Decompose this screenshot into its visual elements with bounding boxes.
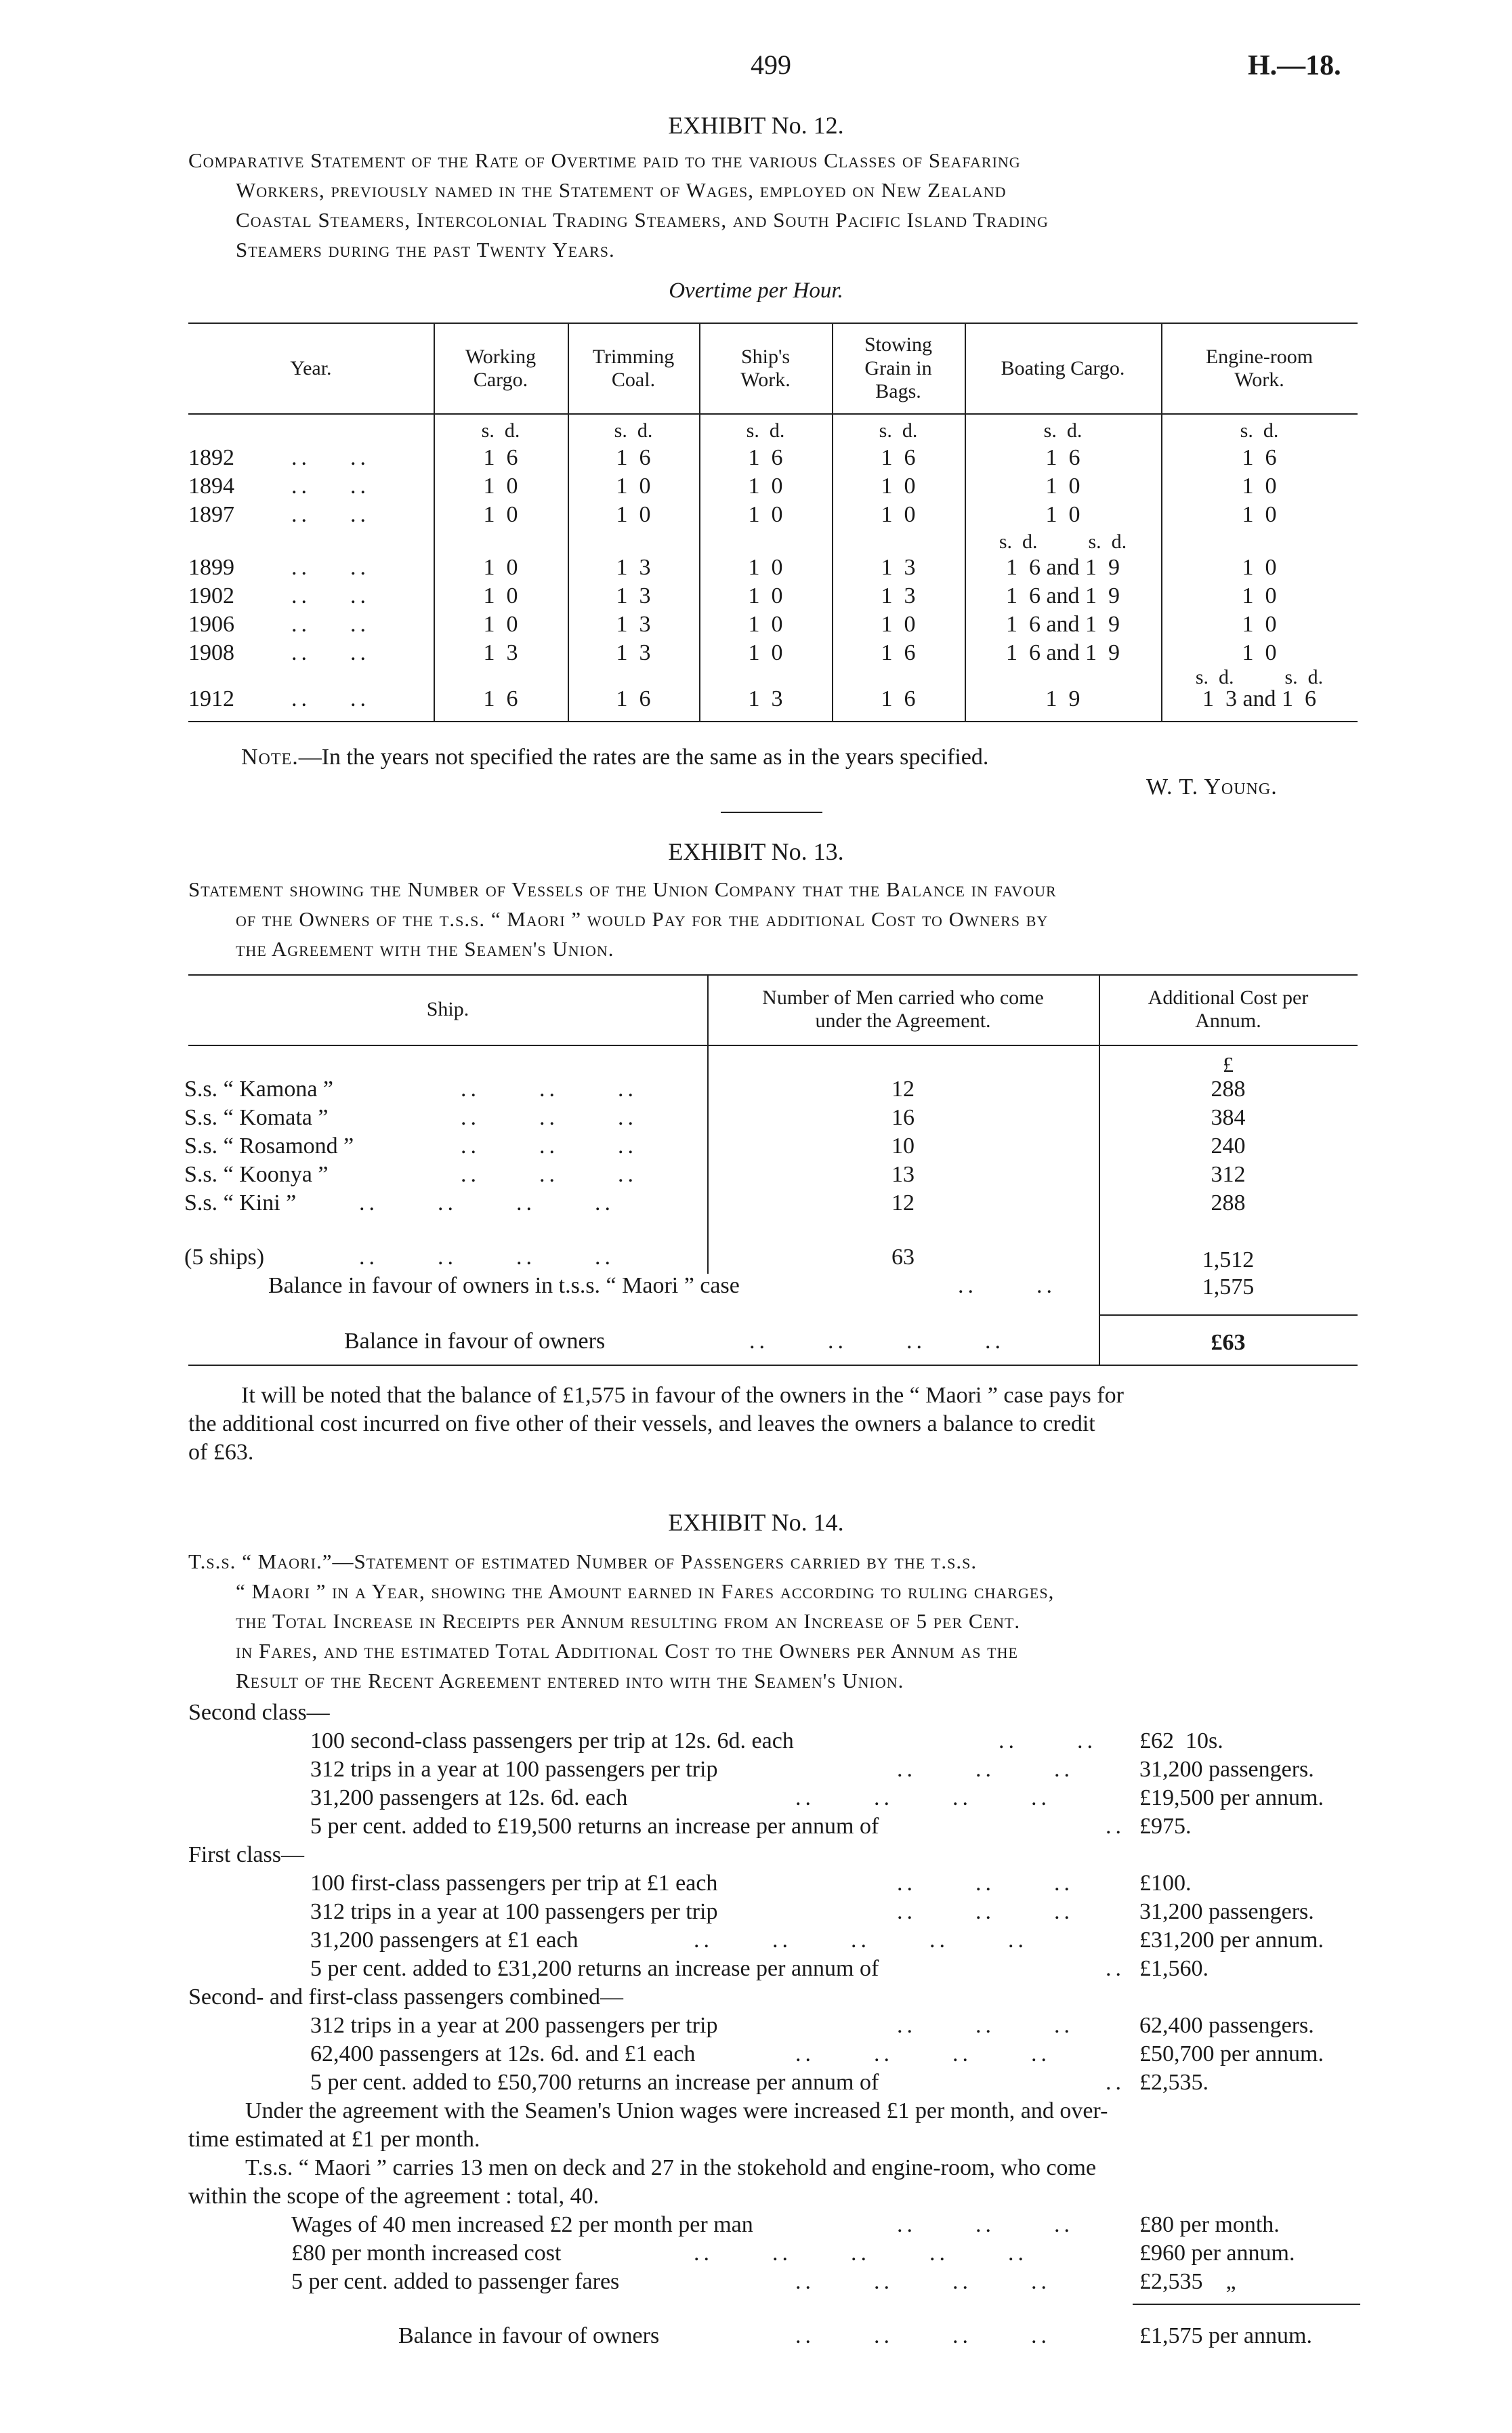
leader-dots: .. .. bbox=[291, 583, 370, 608]
calc-text: 312 trips in a year at 100 passengers per trip bbox=[310, 1757, 718, 1782]
leader-dots: .. bbox=[1106, 1956, 1125, 1981]
cell-engine-room-work: 1 0 bbox=[1242, 640, 1277, 665]
unit-label: s. d. bbox=[1043, 419, 1083, 442]
leader-dots: .. .. .. .. bbox=[749, 1329, 1005, 1354]
calc-value: £31,200 per annum. bbox=[1139, 1928, 1324, 1953]
cell-trimming-coal: 1 3 bbox=[616, 640, 651, 665]
leader-dots: .. .. .. bbox=[897, 1757, 1074, 1782]
cell-engine-room-work: 1 0 bbox=[1242, 474, 1277, 499]
exhibit-13-title: EXHIBIT No. 13. bbox=[668, 838, 844, 865]
leader-dots: .. .. .. .. bbox=[795, 1785, 1051, 1810]
leader-dots: .. .. .. .. bbox=[795, 2041, 1051, 2066]
cell-ships-work: 1 0 bbox=[748, 583, 783, 608]
leader-dots: .. .. .. bbox=[897, 2212, 1074, 2237]
exhibit-14-desc-line-2: “ Maori ” in a Year, showing the Amount earned in Fares according to ruling charges, bbox=[236, 1579, 1055, 1603]
calc-value: £100. bbox=[1139, 1871, 1192, 1896]
total-label: (5 ships) bbox=[184, 1245, 265, 1270]
men-count: 12 bbox=[891, 1190, 915, 1215]
cell-working-cargo: 1 0 bbox=[483, 474, 518, 499]
cell-stowing-grain: 1 6 bbox=[881, 640, 916, 665]
cell-stowing-grain: 1 6 bbox=[881, 445, 916, 470]
row-year: 1902 bbox=[188, 583, 234, 608]
exhibit-14-desc-line-3: the Total Increase in Receipts per Annum resulting from an Increase of 5 per Cent. bbox=[236, 1609, 1021, 1633]
cell-boating-cargo: 1 6 and 1 9 bbox=[1005, 583, 1120, 608]
cell-trimming-coal: 1 3 bbox=[616, 555, 651, 580]
cell-working-cargo: 1 6 bbox=[483, 686, 518, 711]
cell-working-cargo: 1 0 bbox=[483, 555, 518, 580]
cell-trimming-coal: 1 0 bbox=[616, 502, 651, 527]
leader-dots: .. .. bbox=[291, 502, 370, 527]
cell-ships-work: 1 0 bbox=[748, 612, 783, 637]
ship-name: S.s. “ Kini ” bbox=[184, 1190, 297, 1215]
annual-cost: 240 bbox=[1211, 1134, 1246, 1159]
signature: W. T. Young. bbox=[1146, 774, 1278, 799]
exhibit-12-desc-line-4: Steamers during the past Twenty Years. bbox=[236, 238, 615, 262]
row-year: 1899 bbox=[188, 555, 234, 580]
calc-text: 31,200 passengers at 12s. 6d. each bbox=[310, 1785, 628, 1810]
owners-balance-value: £63 bbox=[1211, 1330, 1246, 1355]
calc-text: 5 per cent. added to £50,700 returns an increase per annum of bbox=[310, 2070, 879, 2095]
cell-working-cargo: 1 3 bbox=[483, 640, 518, 665]
leader-dots: .. .. .. .. bbox=[795, 2323, 1051, 2348]
cell-ships-work: 1 6 bbox=[748, 445, 783, 470]
exhibit-13-note-line-2: the additional cost incurred on five other of their vessels, and leaves the owners a balance to credit bbox=[188, 1411, 1095, 1436]
cell-boating-cargo: 1 0 bbox=[1045, 474, 1080, 499]
cell-ships-work: 1 3 bbox=[748, 686, 783, 711]
calc-value: £975. bbox=[1139, 1814, 1192, 1839]
unit-label: s. d. bbox=[1240, 419, 1279, 442]
row-year: 1906 bbox=[188, 612, 234, 637]
leader-dots: .. .. .. bbox=[897, 1871, 1074, 1896]
cell-ships-work: 1 0 bbox=[748, 555, 783, 580]
cell-boating-cargo: 1 0 bbox=[1045, 502, 1080, 527]
cell-engine-room-work: 1 0 bbox=[1242, 612, 1277, 637]
leader-dots: .. .. .. bbox=[897, 1899, 1074, 1924]
cell-boating-cargo: 1 9 bbox=[1045, 686, 1080, 711]
cell-working-cargo: 1 0 bbox=[483, 583, 518, 608]
col-header-engine-room-work: Engine-room Work. bbox=[1205, 345, 1314, 391]
leader-dots: .. .. bbox=[291, 686, 370, 711]
exhibit-12-desc-line-2: Workers, previously named in the Statement of Wages, employed on New Zealand bbox=[236, 178, 1007, 202]
agreement-para-line-1: Under the agreement with the Seamen's Union wages were increased £1 per month, and over- bbox=[245, 2098, 1108, 2123]
leader-dots: .. .. .. .. .. bbox=[694, 1928, 1028, 1953]
maori-balance-label: Balance in favour of owners in t.s.s. “ Maori ” case bbox=[268, 1273, 740, 1298]
cell-ships-work: 1 0 bbox=[748, 640, 783, 665]
leader-dots: .. .. .. bbox=[461, 1077, 637, 1102]
col-header-year: Year. bbox=[290, 356, 332, 379]
calc-value: 31,200 passengers. bbox=[1139, 1757, 1314, 1782]
total-rule bbox=[1133, 2304, 1360, 2305]
currency-symbol: £ bbox=[1223, 1052, 1234, 1077]
col-header-men-carried: Number of Men carried who come under the Agreement. bbox=[762, 986, 1044, 1032]
cell-trimming-coal: 1 6 bbox=[616, 686, 651, 711]
cell-engine-room-work: 1 0 bbox=[1242, 502, 1277, 527]
cell-working-cargo: 1 6 bbox=[483, 445, 518, 470]
col-header-ships-work: Ship's Work. bbox=[740, 345, 791, 391]
leader-dots: .. .. bbox=[958, 1273, 1056, 1298]
col-header-additional-cost: Additional Cost per Annum. bbox=[1148, 986, 1309, 1032]
cell-stowing-grain: 1 0 bbox=[881, 502, 916, 527]
cell-ships-work: 1 0 bbox=[748, 502, 783, 527]
calc-text: 100 second-class passengers per trip at 12s. 6d. each bbox=[310, 1728, 794, 1753]
cell-trimming-coal: 1 0 bbox=[616, 474, 651, 499]
exhibit-13-note-line-3: of £63. bbox=[188, 1440, 254, 1465]
cell-boating-cargo: 1 6 and 1 9 bbox=[1005, 640, 1120, 665]
owners-balance-label: Balance in favour of owners bbox=[344, 1329, 606, 1354]
men-count: 13 bbox=[891, 1162, 915, 1187]
final-balance-value: £1,575 per annum. bbox=[1139, 2323, 1312, 2348]
total-cost: 1,512 bbox=[1202, 1247, 1255, 1272]
calc-text: 5 per cent. added to passenger fares bbox=[291, 2269, 620, 2294]
unit-label: s. d. bbox=[746, 419, 785, 442]
row-year: 1897 bbox=[188, 502, 234, 527]
cell-boating-cargo: 1 6 and 1 9 bbox=[1005, 555, 1120, 580]
row-year: 1894 bbox=[188, 474, 234, 499]
cell-trimming-coal: 1 6 bbox=[616, 445, 651, 470]
note-text: —In the years not specified the rates are the same as in the years specified. bbox=[298, 745, 989, 770]
exhibit-14-desc-line-5: Result of the Recent Agreement entered into with the Seamen's Union. bbox=[236, 1669, 904, 1692]
calc-text: 31,200 passengers at £1 each bbox=[310, 1928, 579, 1953]
exhibit-12-title: EXHIBIT No. 12. bbox=[668, 112, 844, 139]
leader-dots: .. .. bbox=[999, 1728, 1097, 1753]
cell-stowing-grain: 1 6 bbox=[881, 686, 916, 711]
calc-value: 31,200 passengers. bbox=[1139, 1899, 1314, 1924]
cell-trimming-coal: 1 3 bbox=[616, 583, 651, 608]
exhibit-13-note-line-1: It will be noted that the balance of £1,575 in favour of the owners in the “ Maori ” case pays for bbox=[241, 1383, 1124, 1408]
col-header-working-cargo: Working Cargo. bbox=[465, 345, 537, 391]
section-label-second-class: Second class— bbox=[188, 1700, 330, 1725]
final-balance-label: Balance in favour of owners bbox=[398, 2323, 660, 2348]
ship-name: S.s. “ Komata ” bbox=[184, 1105, 329, 1130]
leader-dots: .. .. bbox=[291, 474, 370, 499]
calc-text: 5 per cent. added to £19,500 returns an increase per annum of bbox=[310, 1814, 879, 1839]
cell-working-cargo: 1 0 bbox=[483, 612, 518, 637]
calc-value: £19,500 per annum. bbox=[1139, 1785, 1324, 1810]
crew-para-line-2: within the scope of the agreement : total, 40. bbox=[188, 2184, 600, 2209]
col-header-boating-cargo: Boating Cargo. bbox=[1001, 356, 1125, 379]
leader-dots: .. .. .. .. bbox=[359, 1190, 614, 1215]
exhibit-14-desc-line-1: T.s.s. “ Maori.”—Statement of estimated Number of Passengers carried by the t.s.s. bbox=[188, 1550, 978, 1573]
cell-trimming-coal: 1 3 bbox=[616, 612, 651, 637]
unit-label-pair: s. d. s. d. bbox=[1195, 666, 1324, 688]
leader-dots: .. .. .. bbox=[897, 2013, 1074, 2038]
leader-dots: .. bbox=[1106, 2070, 1125, 2095]
cell-ships-work: 1 0 bbox=[748, 474, 783, 499]
cell-boating-cargo: 1 6 bbox=[1045, 445, 1080, 470]
leader-dots: .. .. .. .. .. bbox=[694, 2241, 1028, 2266]
row-year: 1908 bbox=[188, 640, 234, 665]
cell-engine-room-work: 1 6 bbox=[1242, 445, 1277, 470]
calc-value: £1,560. bbox=[1139, 1956, 1209, 1981]
leader-dots: .. .. bbox=[291, 445, 370, 470]
section-label-first-class: First class— bbox=[188, 1842, 304, 1867]
crew-para-line-1: T.s.s. “ Maori ” carries 13 men on deck and 27 in the stokehold and engine-room, who come bbox=[245, 2155, 1097, 2180]
overtime-per-hour-subtitle: Overtime per Hour. bbox=[669, 278, 843, 303]
annual-cost: 288 bbox=[1211, 1190, 1246, 1215]
col-header-trimming-coal: Trimming Coal. bbox=[592, 345, 675, 391]
page-number: 499 bbox=[751, 49, 791, 80]
cell-stowing-grain: 1 3 bbox=[881, 583, 916, 608]
calc-text: 312 trips in a year at 200 passengers per trip bbox=[310, 2013, 718, 2038]
calc-value: 62,400 passengers. bbox=[1139, 2013, 1314, 2038]
exhibit-13-desc-line-1: Statement showing the Number of Vessels of the Union Company that the Balance in favour bbox=[188, 877, 1057, 901]
cell-engine-room-work: 1 3 and 1 6 bbox=[1202, 686, 1317, 711]
section-label-combined: Second- and first-class passengers combined— bbox=[188, 1984, 624, 2010]
men-count: 12 bbox=[891, 1077, 915, 1102]
leader-dots: .. .. bbox=[291, 555, 370, 580]
document-reference: H.—18. bbox=[1248, 50, 1341, 81]
calc-text: 62,400 passengers at 12s. 6d. and £1 each bbox=[310, 2041, 696, 2066]
calc-value: £62 10s. bbox=[1139, 1728, 1223, 1753]
cell-stowing-grain: 1 0 bbox=[881, 474, 916, 499]
ship-name: S.s. “ Kamona ” bbox=[184, 1077, 334, 1102]
exhibit-12-desc-line-1: Comparative Statement of the Rate of Overtime paid to the various Classes of Seafaring bbox=[188, 148, 1021, 172]
cell-stowing-grain: 1 0 bbox=[881, 612, 916, 637]
leader-dots: .. .. .. bbox=[461, 1162, 637, 1187]
cell-boating-cargo: 1 6 and 1 9 bbox=[1005, 612, 1120, 637]
calc-value: £2,535 „ bbox=[1139, 2269, 1236, 2294]
leader-dots: .. .. bbox=[291, 612, 370, 637]
annual-cost: 384 bbox=[1211, 1105, 1246, 1130]
unit-label: s. d. bbox=[879, 419, 918, 442]
total-men: 63 bbox=[891, 1245, 915, 1270]
leader-dots: .. bbox=[1106, 1814, 1125, 1839]
calc-text: 5 per cent. added to £31,200 returns an increase per annum of bbox=[310, 1956, 879, 1981]
calc-text: 312 trips in a year at 100 passengers per trip bbox=[310, 1899, 718, 1924]
calc-text: £80 per month increased cost bbox=[291, 2241, 562, 2266]
leader-dots: .. .. .. .. bbox=[359, 1245, 614, 1270]
unit-label: s. d. bbox=[481, 419, 520, 442]
col-header-ship: Ship. bbox=[426, 997, 469, 1020]
calc-text: 100 first-class passengers per trip at £1 each bbox=[310, 1871, 718, 1896]
exhibit-13-desc-line-2: of the Owners of the t.s.s. “ Maori ” would Pay for the additional Cost to Owners by bbox=[236, 907, 1049, 931]
row-year: 1912 bbox=[188, 686, 234, 711]
note-label: Note. bbox=[241, 745, 299, 770]
men-count: 16 bbox=[891, 1105, 915, 1130]
cell-engine-room-work: 1 0 bbox=[1242, 583, 1277, 608]
unit-label-pair: s. d. s. d. bbox=[999, 531, 1127, 553]
calc-value: £960 per annum. bbox=[1139, 2241, 1295, 2266]
leader-dots: .. .. bbox=[291, 640, 370, 665]
leader-dots: .. .. .. .. bbox=[795, 2269, 1051, 2294]
exhibit-14-title: EXHIBIT No. 14. bbox=[668, 1509, 844, 1536]
maori-balance-value: 1,575 bbox=[1202, 1274, 1255, 1299]
calc-value: £50,700 per annum. bbox=[1139, 2041, 1324, 2066]
col-header-stowing-grain: Stowing Grain in Bags. bbox=[864, 333, 933, 403]
leader-dots: .. .. .. bbox=[461, 1105, 637, 1130]
ship-name: S.s. “ Koonya ” bbox=[184, 1162, 329, 1187]
calc-text: Wages of 40 men increased £2 per month per man bbox=[291, 2212, 753, 2237]
agreement-para-line-2: time estimated at £1 per month. bbox=[188, 2127, 480, 2152]
men-count: 10 bbox=[891, 1134, 915, 1159]
exhibit-12-desc-line-3: Coastal Steamers, Intercolonial Trading Steamers, and South Pacific Island Trading bbox=[236, 208, 1049, 232]
annual-cost: 288 bbox=[1211, 1077, 1246, 1102]
ship-name: S.s. “ Rosamond ” bbox=[184, 1134, 354, 1159]
exhibit-13-desc-line-3: the Agreement with the Seamen's Union. bbox=[236, 937, 614, 961]
annual-cost: 312 bbox=[1211, 1162, 1246, 1187]
calc-value: £80 per month. bbox=[1139, 2212, 1280, 2237]
calc-value: £2,535. bbox=[1139, 2070, 1209, 2095]
cell-stowing-grain: 1 3 bbox=[881, 555, 916, 580]
cell-engine-room-work: 1 0 bbox=[1242, 555, 1277, 580]
row-year: 1892 bbox=[188, 445, 234, 470]
note bbox=[241, 744, 988, 772]
leader-dots: .. .. .. bbox=[461, 1134, 637, 1159]
unit-label: s. d. bbox=[614, 419, 653, 442]
cell-working-cargo: 1 0 bbox=[483, 502, 518, 527]
exhibit-14-desc-line-4: in Fares, and the estimated Total Additional Cost to the Owners per Annum as the bbox=[236, 1639, 1018, 1663]
section-divider bbox=[721, 812, 822, 813]
